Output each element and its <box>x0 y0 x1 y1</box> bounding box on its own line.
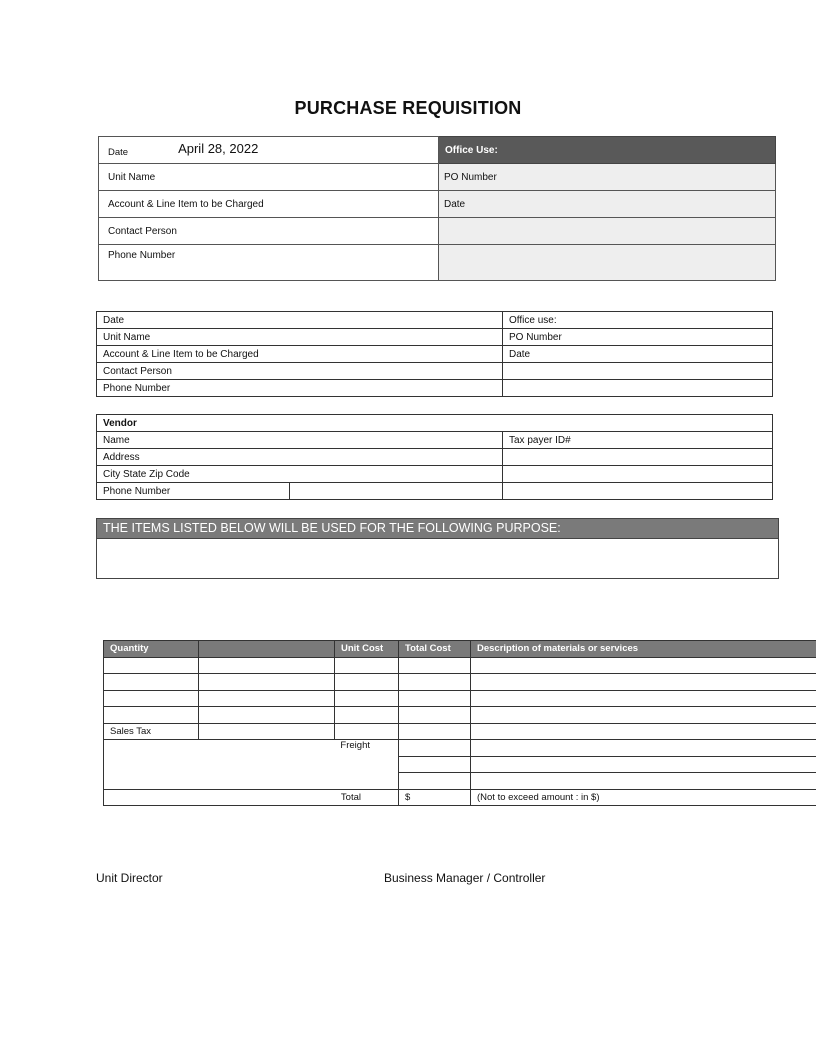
freight-label: Freight <box>340 740 370 751</box>
unit-cost-cell[interactable] <box>335 690 399 707</box>
quantity-cell[interactable] <box>104 674 199 691</box>
description-cell[interactable] <box>471 707 816 724</box>
date-field-2[interactable]: Date <box>97 312 503 329</box>
vendor-phone-label: Phone Number <box>97 483 290 500</box>
vendor-heading: Vendor <box>97 415 773 432</box>
office-use-header: Office Use: <box>439 137 776 164</box>
vendor-blank-3[interactable] <box>503 483 773 500</box>
col-blank <box>199 641 335 658</box>
account-field-2[interactable]: Account & Line Item to be Charged <box>97 346 503 363</box>
table-row <box>104 707 816 724</box>
description-cell[interactable] <box>471 657 816 674</box>
po-number-field[interactable]: PO Number <box>439 164 776 191</box>
not-to-exceed-field[interactable]: (Not to exceed amount : in $) <box>471 789 816 806</box>
col-description: Description of materials or services <box>471 641 816 658</box>
requisition-header-table <box>98 136 776 281</box>
freight-cost-cell[interactable] <box>399 740 471 757</box>
office-date-field[interactable]: Date <box>439 191 776 218</box>
extra-cost-cell-2[interactable] <box>399 773 471 790</box>
vendor-table <box>96 414 773 500</box>
requisition-info-table <box>96 311 773 397</box>
items-table <box>103 640 816 806</box>
extra-cost-cell-1[interactable] <box>399 756 471 773</box>
office-date-field-2[interactable]: Date <box>503 346 773 363</box>
unit-cost-cell[interactable] <box>335 674 399 691</box>
vendor-blank-1[interactable] <box>503 449 773 466</box>
sales-tax-label: Sales Tax <box>104 723 199 740</box>
vendor-phone-field[interactable] <box>290 483 503 500</box>
total-label: Total <box>104 789 399 806</box>
unit-cost-cell[interactable] <box>335 657 399 674</box>
freight-label-cell <box>104 740 399 790</box>
phone-number-field-2[interactable]: Phone Number <box>97 380 503 397</box>
page-title: PURCHASE REQUISITION <box>294 98 522 118</box>
unit-director-signature[interactable]: Unit Director <box>96 871 163 885</box>
total-cost-cell[interactable] <box>399 657 471 674</box>
vendor-address-field[interactable]: Address <box>97 449 503 466</box>
sales-tax-cell[interactable] <box>199 723 335 740</box>
col-unit-cost: Unit Cost <box>335 641 399 658</box>
office-blank-4[interactable] <box>503 380 773 397</box>
description-cell[interactable] <box>471 690 816 707</box>
extra-desc-cell-1[interactable] <box>471 756 816 773</box>
total-amount-field[interactable]: $ <box>399 789 471 806</box>
quantity-cell[interactable] <box>104 707 199 724</box>
quantity-cell[interactable] <box>104 657 199 674</box>
col-quantity: Quantity <box>104 641 199 658</box>
total-row <box>104 789 816 806</box>
unit-name-field[interactable]: Unit Name <box>99 164 439 191</box>
table-row <box>104 674 816 691</box>
total-cost-cell[interactable] <box>399 707 471 724</box>
purpose-section <box>96 518 779 579</box>
office-blank-3[interactable] <box>503 363 773 380</box>
description-cell[interactable] <box>471 674 816 691</box>
sales-tax-unit-cell[interactable] <box>335 723 399 740</box>
purpose-heading: THE ITEMS LISTED BELOW WILL BE USED FOR THE FOLLOWING PURPOSE: <box>97 519 778 538</box>
phone-number-field[interactable]: Phone Number <box>99 245 439 281</box>
vendor-blank-2[interactable] <box>503 466 773 483</box>
extra-desc-cell-2[interactable] <box>471 773 816 790</box>
quantity-cell[interactable] <box>104 690 199 707</box>
contact-person-field-2[interactable]: Contact Person <box>97 363 503 380</box>
table-row <box>104 657 816 674</box>
sales-tax-desc-cell[interactable] <box>471 723 816 740</box>
vendor-name-field[interactable]: Name <box>97 432 503 449</box>
vendor-city-field[interactable]: City State Zip Code <box>97 466 503 483</box>
date-field[interactable] <box>99 137 439 164</box>
business-manager-signature[interactable]: Business Manager / Controller <box>384 871 546 885</box>
total-cost-cell[interactable] <box>399 690 471 707</box>
po-number-field-2[interactable]: PO Number <box>503 329 773 346</box>
sales-tax-row <box>104 723 816 740</box>
office-use-label-2: Office use: <box>503 312 773 329</box>
table-row <box>104 690 816 707</box>
freight-desc-cell[interactable] <box>471 740 816 757</box>
item-cell[interactable] <box>199 657 335 674</box>
item-cell[interactable] <box>199 674 335 691</box>
total-cost-cell[interactable] <box>399 674 471 691</box>
purpose-field[interactable] <box>97 538 778 578</box>
account-field[interactable]: Account & Line Item to be Charged <box>99 191 439 218</box>
contact-person-field[interactable]: Contact Person <box>99 218 439 245</box>
sales-tax-total-cell[interactable] <box>399 723 471 740</box>
freight-row <box>104 740 816 757</box>
unit-cost-cell[interactable] <box>335 707 399 724</box>
date-value[interactable]: April 28, 2022 <box>178 140 259 156</box>
date-label: Date <box>108 146 129 158</box>
item-cell[interactable] <box>199 707 335 724</box>
col-total-cost: Total Cost <box>399 641 471 658</box>
office-blank-1[interactable] <box>439 218 776 245</box>
unit-name-field-2[interactable]: Unit Name <box>97 329 503 346</box>
taxpayer-id-field[interactable]: Tax payer ID# <box>503 432 773 449</box>
office-blank-2[interactable] <box>439 245 776 281</box>
item-cell[interactable] <box>199 690 335 707</box>
